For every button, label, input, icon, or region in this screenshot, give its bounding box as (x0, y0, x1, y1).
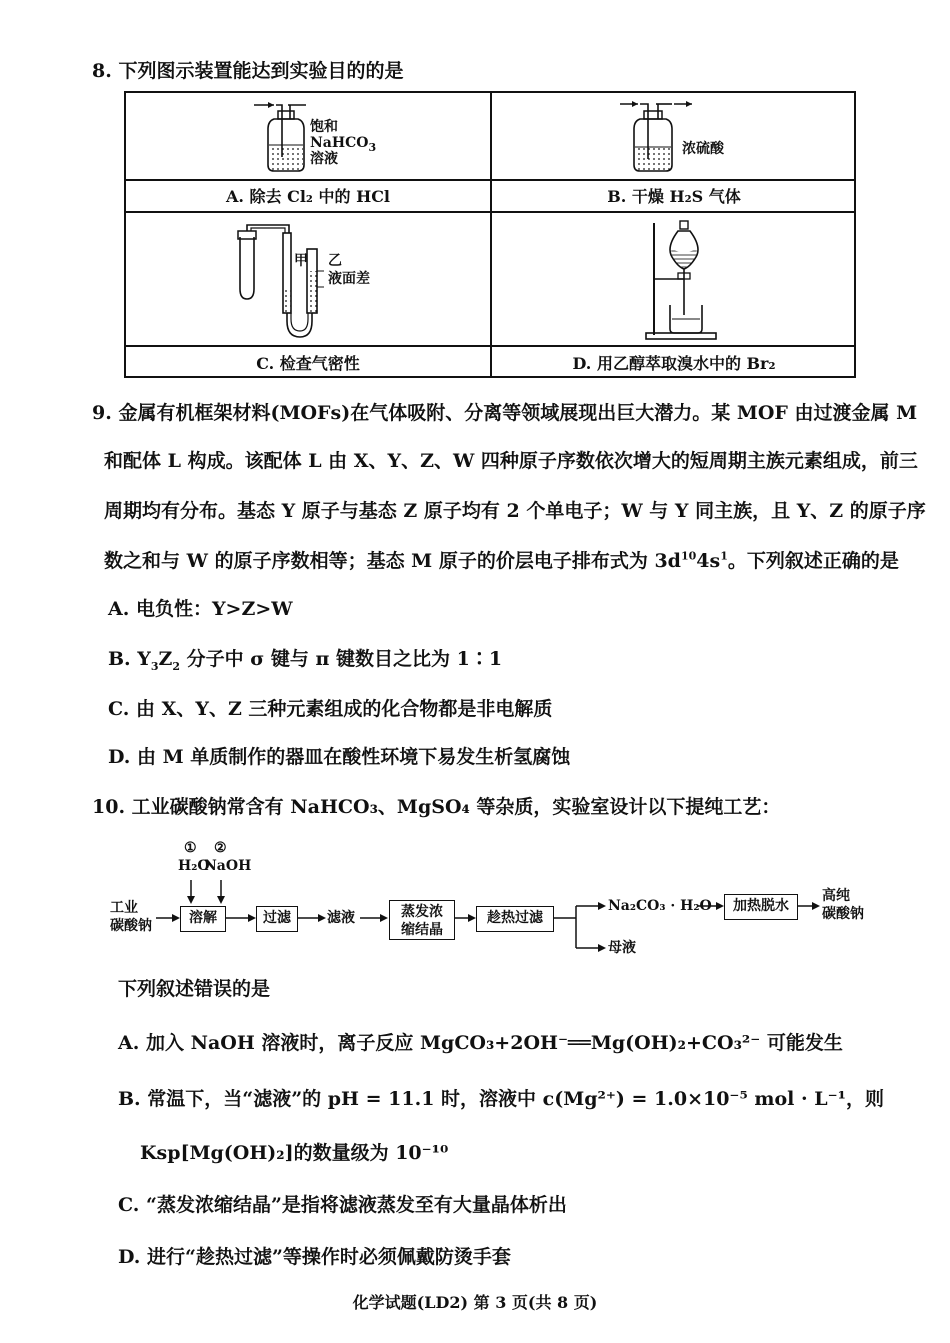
table-divider-caption-a (126, 179, 854, 181)
question-9-option-b: B. $Y_3Z_2$ 分子中 σ 键与 π 键数目之比为 1∶1 (108, 648, 503, 673)
step-filter-box: 过滤 (256, 906, 298, 932)
product-crystal-label: Na₂CO₃ · H₂O (608, 898, 712, 914)
separatory-funnel-diagram (640, 217, 724, 343)
end-product-line2: 碳酸钠 (822, 906, 864, 922)
flowchart-arrows (0, 830, 950, 970)
question-10-stem: 10. 工业碳酸钠常含有 NaHCO₃、MgSO₄ 等杂质，实验室设计以下提纯工艺： (92, 796, 781, 818)
cell-c-label-yi: 乙 (328, 253, 342, 269)
question-10-option-d: D. 进行“趁热过滤”等操作时必须佩戴防烫手套 (118, 1246, 511, 1268)
cell-d-caption: D. 用乙醇萃取溴水中的 Br₂ (572, 354, 776, 373)
question-10-option-b-cont: Ksp[Mg(OH)₂]的数量级为 10⁻¹⁰ (140, 1142, 449, 1164)
question-9-line3: 周期均有分布。基态 Y 原子与基态 Z 原子均有 2 个单电子；W 与 Y 同主族，且 Y、Z 的原子序 (104, 500, 926, 522)
question-9-option-c: C. 由 X、Y、Z 三种元素组成的化合物都是非电解质 (108, 698, 553, 720)
step-hot-filter-box: 趁热过滤 (476, 906, 554, 932)
start-material-line1: 工业 (110, 900, 138, 916)
question-9-line1: 9. 金属有机框架材料(MOFs)在气体吸附、分离等领域展现出巨大潜力。某 MOF 由过渡金属 M (92, 402, 918, 424)
cell-c-caption: C. 检查气密性 (256, 354, 360, 373)
cell-c-label-jia: 甲 (294, 253, 308, 269)
step-dissolve-box: 溶解 (180, 906, 226, 932)
table-divider-caption-c (126, 345, 854, 347)
cell-b-label: 浓硫酸 (682, 141, 724, 157)
purification-flowchart (0, 830, 950, 970)
question-10-option-b: B. 常温下，当“滤液”的 pH = 11.1 时，溶液中 c(Mg²⁺) = 1.0×10⁻⁵ mol · L⁻¹，则 (118, 1088, 884, 1110)
question-10-ask: 下列叙述错误的是 (118, 978, 271, 1000)
cell-a-label-line3: 溶液 (310, 151, 338, 167)
reagent-1-number: ① (184, 840, 197, 856)
question-9-option-d: D. 由 M 单质制作的器皿在酸性环境下易发生析氢腐蚀 (108, 746, 571, 768)
table-divider-vertical (490, 93, 492, 376)
question-10-option-c: C. “蒸发浓缩结晶”是指将滤液蒸发至有大量晶体析出 (118, 1194, 567, 1216)
page-footer: 化学试题(LD2) 第 3 页(共 8 页) (352, 1293, 598, 1312)
cell-b-caption: B. 干燥 H₂S 气体 (607, 187, 741, 206)
gas-washing-bottle-b-diagram (612, 97, 702, 177)
question-9-line2: 和配体 L 构成。该配体 L 由 X、Y、Z、W 四种原子序数依次增大的短周期主族元素组成，前三 (104, 450, 918, 472)
cell-c-label-diff: 液面差 (328, 271, 370, 287)
question-10-option-a: A. 加入 NaOH 溶液时，离子反应 MgCO₃+2OH⁻══Mg(OH)₂+CO₃²⁻ 可能发生 (118, 1032, 843, 1054)
reagent-1-water: H₂O (178, 858, 210, 874)
question-8-title: 8. 下列图示装置能达到实验目的的是 (92, 60, 404, 82)
step-evaporate-box (389, 900, 455, 940)
step-evaporate-line1: 蒸发浓 (401, 904, 443, 920)
filtrate-label: 滤液 (327, 910, 355, 926)
end-product-line1: 高纯 (822, 888, 850, 904)
question-9-option-a: A. 电负性：Y>Z>W (108, 598, 293, 620)
mother-liquor-label: 母液 (608, 940, 636, 956)
step-evaporate-line2: 缩结晶 (401, 922, 443, 938)
cell-a-label-line1: 饱和 (310, 119, 338, 135)
apparatus-table (124, 91, 856, 378)
reagent-2-naoh: NaOH (204, 858, 252, 874)
step-dehydrate-box: 加热脱水 (724, 894, 798, 920)
cell-a-caption: A. 除去 Cl₂ 中的 HCl (225, 187, 391, 206)
question-9-line4: 数之和与 W 的原子序数相等；基态 M 原子的价层电子排布式为 $3d^{10}4s^1$。下列叙述正确的是 (104, 549, 899, 572)
table-divider-middle (126, 211, 854, 213)
reagent-2-number: ② (214, 840, 227, 856)
cell-a-label-line2: NaHCO$_3$ (310, 135, 377, 154)
start-material-line2: 碳酸钠 (110, 918, 152, 934)
